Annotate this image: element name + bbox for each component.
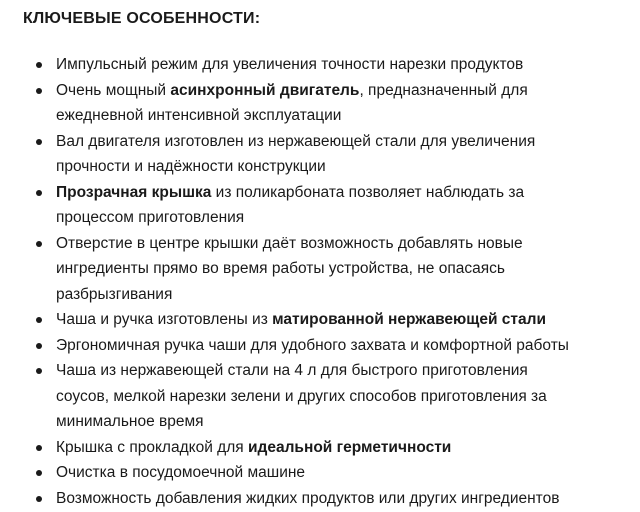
list-item-line (56, 384, 626, 410)
text-segment: Крышка с прокладкой для (56, 438, 248, 456)
text-segment: разбрызгивания (56, 285, 173, 303)
list-item-line (56, 103, 626, 129)
text-segment: Отверстие в центре крышки даёт возможность добавлять новые (56, 234, 523, 252)
bullet-icon (36, 139, 42, 145)
text-segment: Чаша и ручка изготовлены из (56, 311, 273, 328)
bullet-icon (36, 317, 42, 323)
list-item (0, 231, 640, 308)
list-item-line (56, 154, 626, 180)
text-segment: Очень мощный (56, 81, 171, 99)
list-item-line (56, 78, 626, 104)
list-item-line (56, 307, 626, 333)
bullet-icon (36, 445, 42, 451)
text-segment: ингредиенты прямо во время работы устройства, не опасаясь (56, 260, 505, 277)
list-item-line (56, 256, 626, 282)
bullet-icon (36, 241, 42, 247)
bullet-icon (36, 62, 42, 68)
list-item-line (56, 460, 626, 486)
text-segment: Эргономичная ручка чаши для удобного захвата и комфортной работы (56, 336, 569, 354)
list-item-line (56, 333, 626, 359)
list-item-line (56, 282, 626, 308)
list-item-line (56, 231, 626, 257)
text-segment: Возможность добавления жидких продуктов или других ингредиентов (56, 489, 560, 507)
text-segment: Очистка в посудомоечной машине (56, 464, 306, 481)
bold-text: идеальной герметичности (247, 438, 452, 456)
text-segment: процессом приготовления (56, 209, 245, 226)
bold-text: матированной нержавеющей стали (272, 311, 547, 328)
list-item (0, 52, 640, 78)
list-item-line (56, 358, 626, 384)
list-item (0, 129, 640, 180)
text-segment: минимальное время (56, 413, 204, 430)
text-segment: Чаша из нержавеющей стали на 4 л для быстрого приготовления (56, 362, 528, 379)
list-item (0, 78, 640, 129)
text-segment: прочности и надёжности конструкции (56, 158, 326, 175)
bullet-icon (36, 190, 42, 196)
list-item (0, 460, 640, 486)
list-item-line (56, 409, 626, 435)
text-segment: Импульсный режим для увеличения точности нарезки продуктов (56, 56, 524, 73)
list-item (0, 486, 640, 512)
list-item-line (56, 52, 626, 78)
bullet-icon (36, 496, 42, 502)
list-item-line (56, 205, 626, 231)
bullet-icon (36, 470, 42, 476)
list-item (0, 307, 640, 333)
bold-text: Прозрачная крышка (56, 183, 212, 201)
list-item-line (56, 435, 626, 461)
list-item (0, 435, 640, 461)
list-item-line (56, 486, 626, 512)
section-heading: КЛЮЧЕВЫЕ ОСОБЕННОСТИ: (23, 10, 261, 27)
bullet-icon (36, 368, 42, 374)
list-item (0, 358, 640, 435)
list-item-line (56, 129, 626, 155)
list-item-line (56, 180, 626, 206)
text-segment: соусов, мелкой нарезки зелени и других способов приготовления за (56, 387, 547, 405)
text-segment: Вал двигателя изготовлен из нержавеющей стали для увеличения (56, 132, 536, 150)
features-list (0, 52, 640, 511)
text-segment: ежедневной интенсивной эксплуатации (56, 107, 342, 124)
bold-text: асинхронный двигатель (170, 81, 360, 99)
text-segment: из поликарбоната позволяет наблюдать за (211, 183, 525, 201)
list-item (0, 333, 640, 359)
text-segment: , предназначенный для (359, 81, 528, 99)
bullet-icon (36, 88, 42, 94)
bullet-icon (36, 343, 42, 349)
list-item (0, 180, 640, 231)
